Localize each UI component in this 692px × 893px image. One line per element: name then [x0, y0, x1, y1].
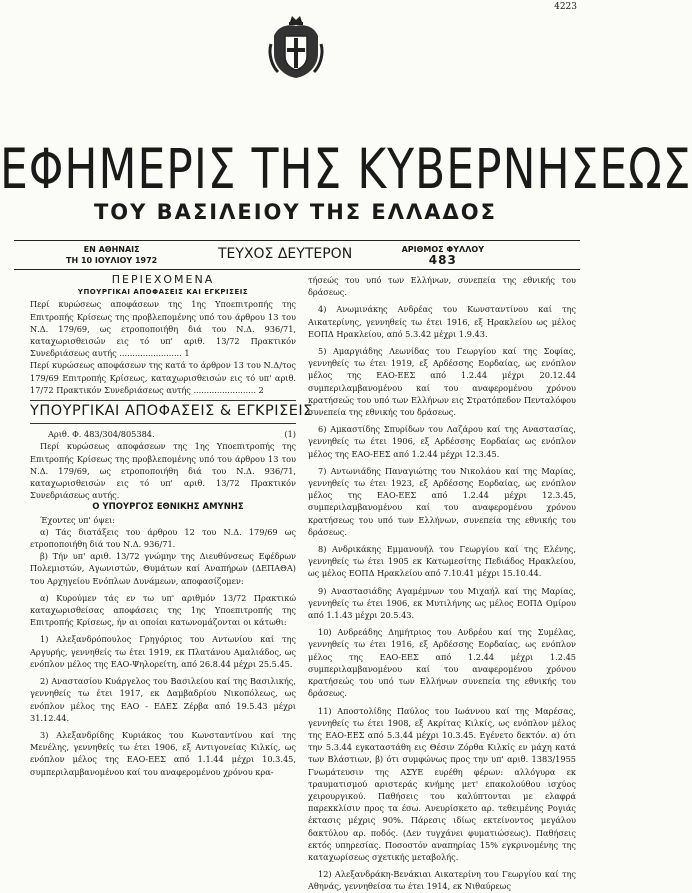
reference-number: Αριθ. Φ. 483/304/805384.: [48, 429, 155, 440]
minister-heading: Ο ΥΠΟΥΡΓΟΣ ΕΘΝΙΚΗΣ ΑΜΥΝΗΣ: [92, 502, 244, 513]
list-item: 2) Αναστασίου Κυάργελος του Βασιλείου καί της Βασιλικής, γεννηθείς τω έτει 1917, εκ Δαμβαδρίου Νικοπόλεως, ως ενόπλον μέλος της ΕΑΟ - ΕΔΕΣ Ζέρβα από 19.5.43 μέχρι 31.12.44.: [30, 676, 296, 723]
issue-volume: ΤΕΥΧΟΣ ΔΕΥΤΕΡΟΝ: [218, 246, 353, 262]
list-item: 7) Αντωνιάδης Παναγιώτης του Νικολάου καί της Μαρίας, γεννηθείς τω έτει 1923, εξ Αρδέσσης Εορδαίας, ως ενόπλον μέλος της ΕΑΟ-ΕΕΣ από 1.2.44 μέχρι 12.3.45, συμπεριλαμβανομένου καί του αναφερομένου χρόνου κρατήσεως του υπό των Ελλήνων, συνεπεία της εθνικής του δράσεως.: [308, 465, 576, 537]
issue-place: ΕΝ ΑΘΗΝΑΙΣ: [83, 245, 140, 254]
paragraph: α) Τάς διατάξεις του άρθρου 12 του Ν.Δ. 179/69 ως ετροποποιήθη διά του Ν.Δ. 936/71.: [30, 526, 296, 550]
divider: [30, 400, 296, 401]
contents-heading: ΠΕΡΙΕΧΟΜΕΝΑ: [111, 273, 215, 286]
issue-sheet: [402, 244, 484, 266]
list-item: 5) Αμαργιάδης Λεωνίδας του Γεωργίου καί της Σοφίας, γεννηθείς τω έτει 1919, εξ Αρδέσσης Εορδαίας, ως ενόπλον μέλος της ΕΑΟ-ΕΕΣ από 1.2.44 μέχρι 20.12.44 συμπεριλαμβανομένου καί του αναφερομένου χρόνου κρατήσεώς του υπό των Ελλήνων εις Στρατόπεδον Πενταλόφου συνεπεία της εθνικής του δράσεως.: [308, 346, 576, 418]
contents-item: Περί κυρώσεως αποφάσεων της 1ης Υποεπιτροπής της Επιτροπής Κρίσεως της προβλεπομένης υπό του άρθρου 13 του Ν.Δ. 179/69, ως ετροποποιήθη διά του Ν.Δ. 936/71, καταχωρισθεισών εις τό υπ' αριθ. 13/72 Πρακτικόν Συνεδριάσεως αυτής ........................ 1: [30, 299, 296, 359]
divider: [30, 423, 296, 424]
contents-item: Περί κυρώσεως αποφάσεων της κατά το άρθρον 13 του Ν.Δ/τος 179/69 Επιτροπής Κρίσεως, καταχωρισθεισών εις τό υπ' αριθ. 17/72 Πρακτικόν Συνεδριάσεως αυτής ........................ 2: [30, 360, 296, 395]
list-item: 8) Ανδρικάκης Εμμανουήλ του Γεωργίου καί της Ελένης, γεννηθείς τω έτει 1905 εκ Κατωμεσίτης Πεδιάδος Ηρακλείου, ως μέλος ΕΟΠΔ Ηρακλείου από 7.10.41 μέχρι 15.10.44.: [308, 544, 576, 579]
list-item: 4) Ανωμινάκης Ανδρέας του Κωνσταντίνου καί της Αικατερίνης, γεννηθείς τω έτει 1916, εξ Ηρακλείου ως μέλος ΕΟΠΔ Ηρακλείου, από 5.3.42 μέχρι 1.9.43.: [308, 304, 576, 339]
gazette-title: ΕΦΗΜΕΡΙΣ ΤΗΣ ΚΥΒΕΡΝΗΣΕΩΣ: [0, 138, 692, 202]
left-column: [30, 273, 313, 840]
paragraph: Έχοντες υπ' όψει:: [40, 514, 115, 525]
decision-reference: [30, 428, 296, 440]
list-item: 12) Αλεξανδράκη-Βενάκιαι Αικατερίνη του Γεωργίου καί της Αθηνάς, γεννηθείσα τω έτει 1914, εκ Νιθαύρεως: [308, 869, 576, 892]
contents-subheading: ΥΠΟΥΡΓΙΚΑΙ ΑΠΟΦΑΣΕΙΣ ΚΑΙ ΕΓΚΡΙΣΕΙΣ: [77, 288, 249, 297]
list-item: 10) Ανδρεάδης Δημήτριος του Ανδρέου καί της Συμέλας, γεννηθείς τω έτει 1916, εξ Αρδέσσης Εορδαίας, ως ενόπλον μέλος της ΕΑΟ-ΕΕΣ από 1.2.44 μέχρι 1.2.45 συμπεριλαμβανομένου καί του αναφερομένου χρόνου κρατήσεώς του υπό των Ελλήνων συνεπεία της εθνικής του δράσεως.: [308, 627, 576, 699]
list-item: 1) Αλεξανδρόπουλος Γρηγόριος του Αντωνίου καί της Αργυρής, γεννηθείς τω έτει 1919, εκ Πλατάνου Αμαλιάδος, ως ενόπλον μέλος της ΕΑΟ-Ψηλορείτη, από 26.8.44 μέχρι 25.5.45.: [30, 634, 296, 669]
section-heading: ΥΠΟΥΡΓΙΚΑΙ ΑΠΟΦΑΣΕΙΣ & ΕΓΚΡΙΣΕΙΣ: [30, 403, 313, 420]
right-column: [308, 274, 576, 892]
issue-date: ΤΗ 10 ΙΟΥΛΙΟΥ 1972: [66, 256, 158, 265]
gazette-subtitle: ΤΟΥ ΒΑΣΙΛΕΙΟΥ ΤΗΣ ΕΛΛΑΔΟΣ: [93, 200, 497, 224]
list-item: 11) Αποστολίδης Παύλος του Ιωάννου καί της Μαρέσας, γεννηθείς τω έτει 1908, εξ Ακρίτας Κιλκίς, ως ενόπλον μέλος της ΕΑΟ-ΕΕΣ από 5.3.44 μέχρι 10.3.45. Εγένετο δεκτόν. α) ότι την 5.3.44 εγκαταστάθη εις Θέσιν Ζόρθα Κιλκίς εν μάχη κατά των Βλάστιων, β) ότι συμφώνως προς την υπ' αριθ. 1383/1955 Γνωμάτευσιν της ΑΣΥΕ ευρέθη φέρων: αλλόγυρα εκ τραυματισμού αριστεράς κνήμης μετ' επακολούθου ισχύος χειρουργικού. Παθήσεις του καλύπτονται με ελαφρά παρεκκλίσιν προς τα έσω. Ανευρίσκετο αρ. τεθειμένης Ρογιάς έκτασις μέχρις 90%. Πάρεσις ιδίως εκτείνοντος μεγάλου δακτύλου αρ. ποδός. (Δεν τυγχάνει φυματιώσεως). Παθήσεις εκτός υπηρεσίας. Ποσοστόν αναπηρίας 15% εγκρινομένης της καταχωρίσεως σχετικής μεταβολής.: [308, 705, 576, 862]
issue-bar: [14, 240, 580, 270]
reference-index: (1): [284, 429, 296, 440]
list-item: 3) Αλεξανδρίδης Κυριάκος του Κωνσταντίνου καί της Μενέλης, γεννηθείς τω έτει 1906, εξ Αντιγονείας Κιλκίς, ως ενόπλον μέλος της ΕΑΟ-ΕΕΣ από 1.1.44 μέχρι 10.3.45, συμπεριλαμβανομένου καί του αναφερομένου χρόνου κρα-: [30, 729, 296, 777]
decision-intro: Περί κυρώσεως αποφάσεων της 1ης Υποεπιτροπής της Επιτροπής Κρίσεως της προβλεπομένης υπό του άρθρου 13 του Ν.Δ. 179/69, ως ετροποποιήθη διά του Ν.Δ. 936/71, καταχωρισθεισών εις τό υπ' αριθ. 13/72 Πρακτικόν Συνεδριάσεως αυτής.: [30, 441, 296, 501]
royal-coat-of-arms-icon: [268, 14, 324, 80]
paragraph: τήσεώς του υπό των Ελλήνων, συνεπεία της εθνικής του δράσεως.: [308, 275, 576, 298]
issue-sheet-label: ΑΡΙΘΜΟΣ ΦΥΛΛΟΥ: [401, 245, 484, 254]
paragraph: β) Τήν υπ' αριθ. 13/72 γνώμην της Διευθύνσεως Εφέδρων Πολεμιστών, Αγωνιστών, Θυμάτων καί Αναπήρων (ΔΕΠΑΘΑ) του Αρχηγείου Ενόπλων Δυνάμεων, αποφασίζομεν:: [30, 551, 296, 586]
issue-place-date: [66, 244, 157, 266]
paragraph: α) Κυρούμεν τάς εν τω υπ' αριθμόν 13/72 Πρακτικώ καταχωρισθείσας αποφάσεις της 1ης Υποεπιτροπής της Επιτροπής Κρίσεως, ήν αι οποίαι κατωνομάζονται οι κάτωθι:: [30, 592, 296, 628]
page-number: 4223: [554, 2, 577, 12]
issue-sheet-number: 483: [428, 253, 457, 267]
list-item: 6) Αμκαστίδης Σπυρίδων του Λαζάρου καί της Αναστασίας, γεννηθείς τω έτει 1906, εξ Αρδέσσης Εορδαίας ως ενόπλον μέλος της ΕΑΟ-ΕΕΣ από 1.2.44 μέχρι 12.3.45.: [308, 424, 576, 459]
list-item: 9) Αναστασιάδης Αγαμέμνων του Μιχαήλ καί της Μαρίας, γεννηθείς τω έτει 1906, εκ Μυτιλήνης ως μέλος ΕΟΠΔ Ομίρου από 1.1.43 μέχρι 20.5.43.: [308, 585, 576, 621]
